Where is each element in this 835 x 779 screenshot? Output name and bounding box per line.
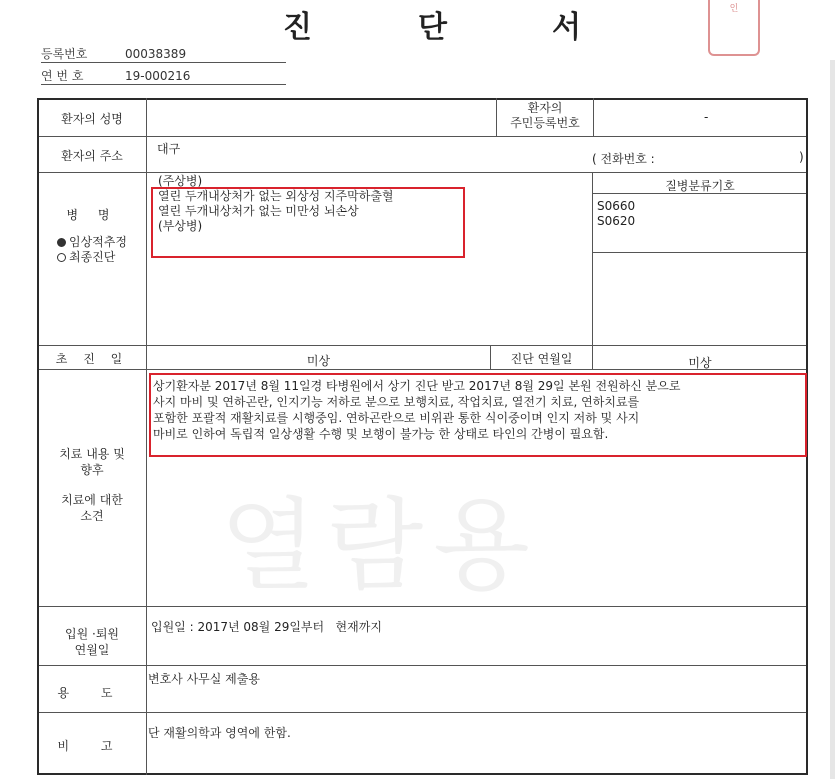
disease-code-2: S0620 [597,214,636,228]
purpose-value: 변호사 사무실 제출용 [148,672,260,686]
radio-selected-icon[interactable] [57,238,66,247]
address-label: 환자의 주소 [61,149,123,163]
sub-disease-heading: (부상병) [158,219,203,233]
serial-number-label: 연 번 호 [41,69,84,83]
admission-value: 입원일 : 2017년 08월 29일부터 현재까지 [151,620,382,634]
first-visit-value: 미상 [306,354,331,368]
registration-number-row [41,46,286,63]
disease-code-heading: 질병분류기호 [665,179,735,193]
patient-name-label: 환자의 성명 [61,112,123,126]
treatment-highlight-box [149,373,807,457]
registration-number-label: 등록번호 [41,47,88,61]
disease-code-1: S0660 [597,199,636,213]
remarks-label: 비 고 [57,739,127,753]
registration-number-value: 00038389 [125,47,187,61]
treatment-line-3: 포함한 포괄적 재활치료를 시행중임. 연하곤란으로 비위관 통한 식이중이며 인지 저하 및 사지 [153,411,640,425]
treatment-line-4: 마비로 인하여 독립적 일상생활 수행 및 보행이 불가능 한 상태로 타인의 간병이 필요함. [153,427,609,441]
treatment-line-1: 상기환자분 2017년 8월 11일경 타병원에서 상기 진단 받고 2017년 8월 29일 본원 전원하신 분으로 [153,379,681,393]
diagnosis-date-value: 미상 [688,356,712,370]
watermark: 열람용 [220,487,540,604]
title-char-3: 서 [552,10,581,45]
main-disease-2: 열린 두개내상처가 없는 미만성 뇌손상 [158,204,359,218]
main-disease-heading: (주상병) [158,174,203,188]
admission-label: 입원 ·퇴원 연월일 [65,627,119,657]
treatment-line-2: 사지 마비 및 연하곤란, 인지기능 저하로 분으로 보행치료, 작업치료, 열전기 치료, 연하치료를 [153,395,640,409]
main-disease-1: 열린 두개내상처가 없는 외상성 지주막하출혈 [158,189,394,203]
phone-label: ( 전화번호 : [592,152,655,166]
title-char-1: 진 [283,10,312,45]
purpose-label: 용 도 [57,686,127,700]
diagnosis-date-label: 진단 연월일 [510,352,573,366]
address-value: 대구 [157,142,181,156]
disease-label: 병 명 [66,208,118,222]
remarks-value: 단 재활의학과 영역에 한함. [148,726,291,740]
rrn-label: 환자의 주민등록번호 [510,101,580,130]
scan-edge [830,60,835,779]
disease-highlight-box [151,187,465,258]
serial-number-row [41,68,286,85]
radio-empty-icon[interactable] [57,253,66,262]
hospital-seal: 인 [708,0,760,56]
title-char-2: 단 [418,10,447,45]
serial-number-value: 19-000216 [125,69,191,83]
option-final-label: 최종진단 [69,250,116,264]
option-clinical-label: 임상적추정 [69,235,127,249]
disease-codes [597,199,635,229]
rrn-value: - [704,110,709,124]
phone-close: ) [799,150,804,164]
option-final[interactable] [57,248,115,265]
first-visit-label: 초 진 일 [55,352,129,366]
treatment-label: 치료 내용 및 향후 치료에 대한 소견 [59,447,125,523]
